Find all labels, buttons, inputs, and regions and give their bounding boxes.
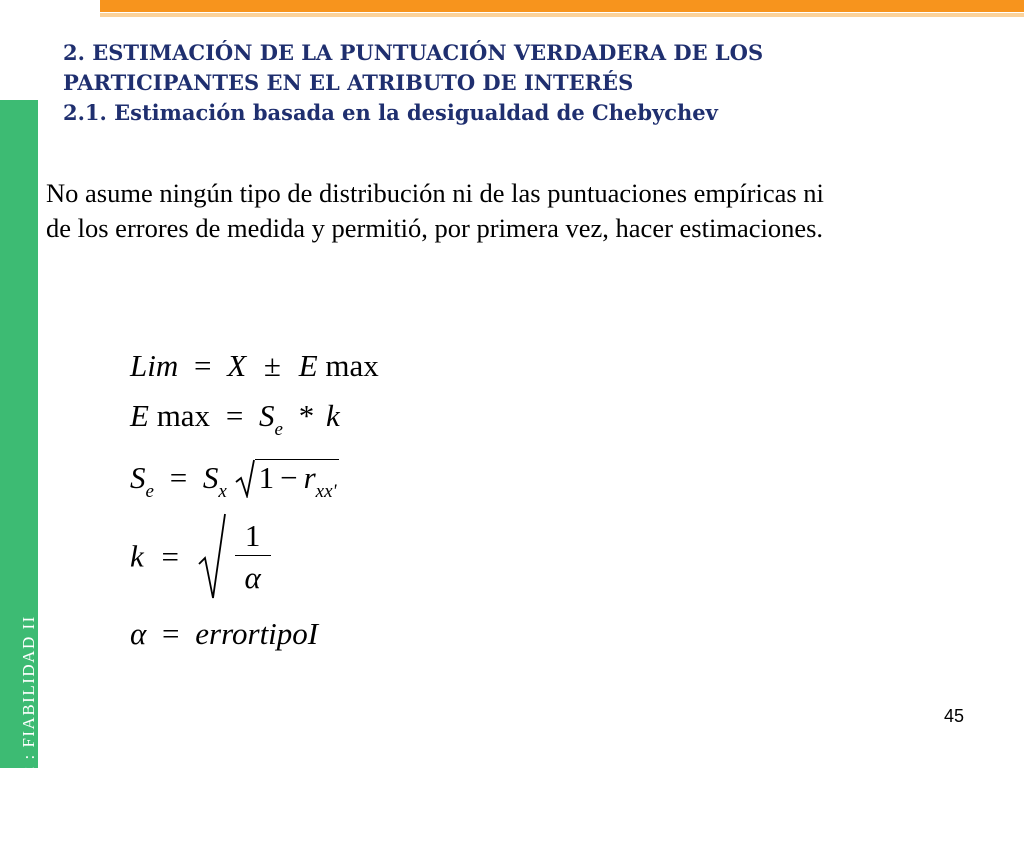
- formula-k: k = $\frac{1}{\alpha}$: [130, 512, 271, 600]
- radical-sign-icon: [197, 512, 227, 600]
- heading-line-1: 2. ESTIMACIÓN DE LA PUNTUACIÓN VERDADERA DE LOS: [63, 40, 764, 65]
- body-paragraph: [46, 176, 1006, 246]
- formula-se: $S_e = S_x$ $1 - r_{xx'}$: [130, 460, 337, 502]
- formula-limit: Lim = X ± E max: [130, 348, 379, 383]
- body-line-2: de los errores de medida y permitió, por primera vez, hacer estimaciones.: [46, 213, 824, 243]
- radical-sign-icon: [235, 458, 255, 498]
- top-orange-band: [100, 0, 1024, 12]
- top-accent-rule: [100, 13, 1024, 17]
- side-green-band: [0, 100, 38, 850]
- side-section-label: TEMA 5.2 : FIABILIDAD II: [19, 615, 38, 850]
- fraction: $\frac{1}{\alpha}$: [235, 520, 271, 593]
- heading-line-3: 2.1. Estimación basada en la desigualdad de Chebychev: [63, 100, 718, 125]
- body-line-1: No asume ningún tipo de distribución ni de las puntuaciones empíricas ni: [46, 178, 824, 208]
- formula-emax: E $\max = S_e * k$: [130, 398, 340, 440]
- square-root: $1 - r_{xx'}$: [235, 458, 339, 498]
- page-number: 45: [944, 706, 965, 726]
- heading-line-2: PARTICIPANTES EN EL ATRIBUTO DE INTERÉS: [63, 70, 634, 95]
- slide-heading: [63, 38, 1003, 128]
- formula-alpha: α = errortipoI: [130, 616, 319, 651]
